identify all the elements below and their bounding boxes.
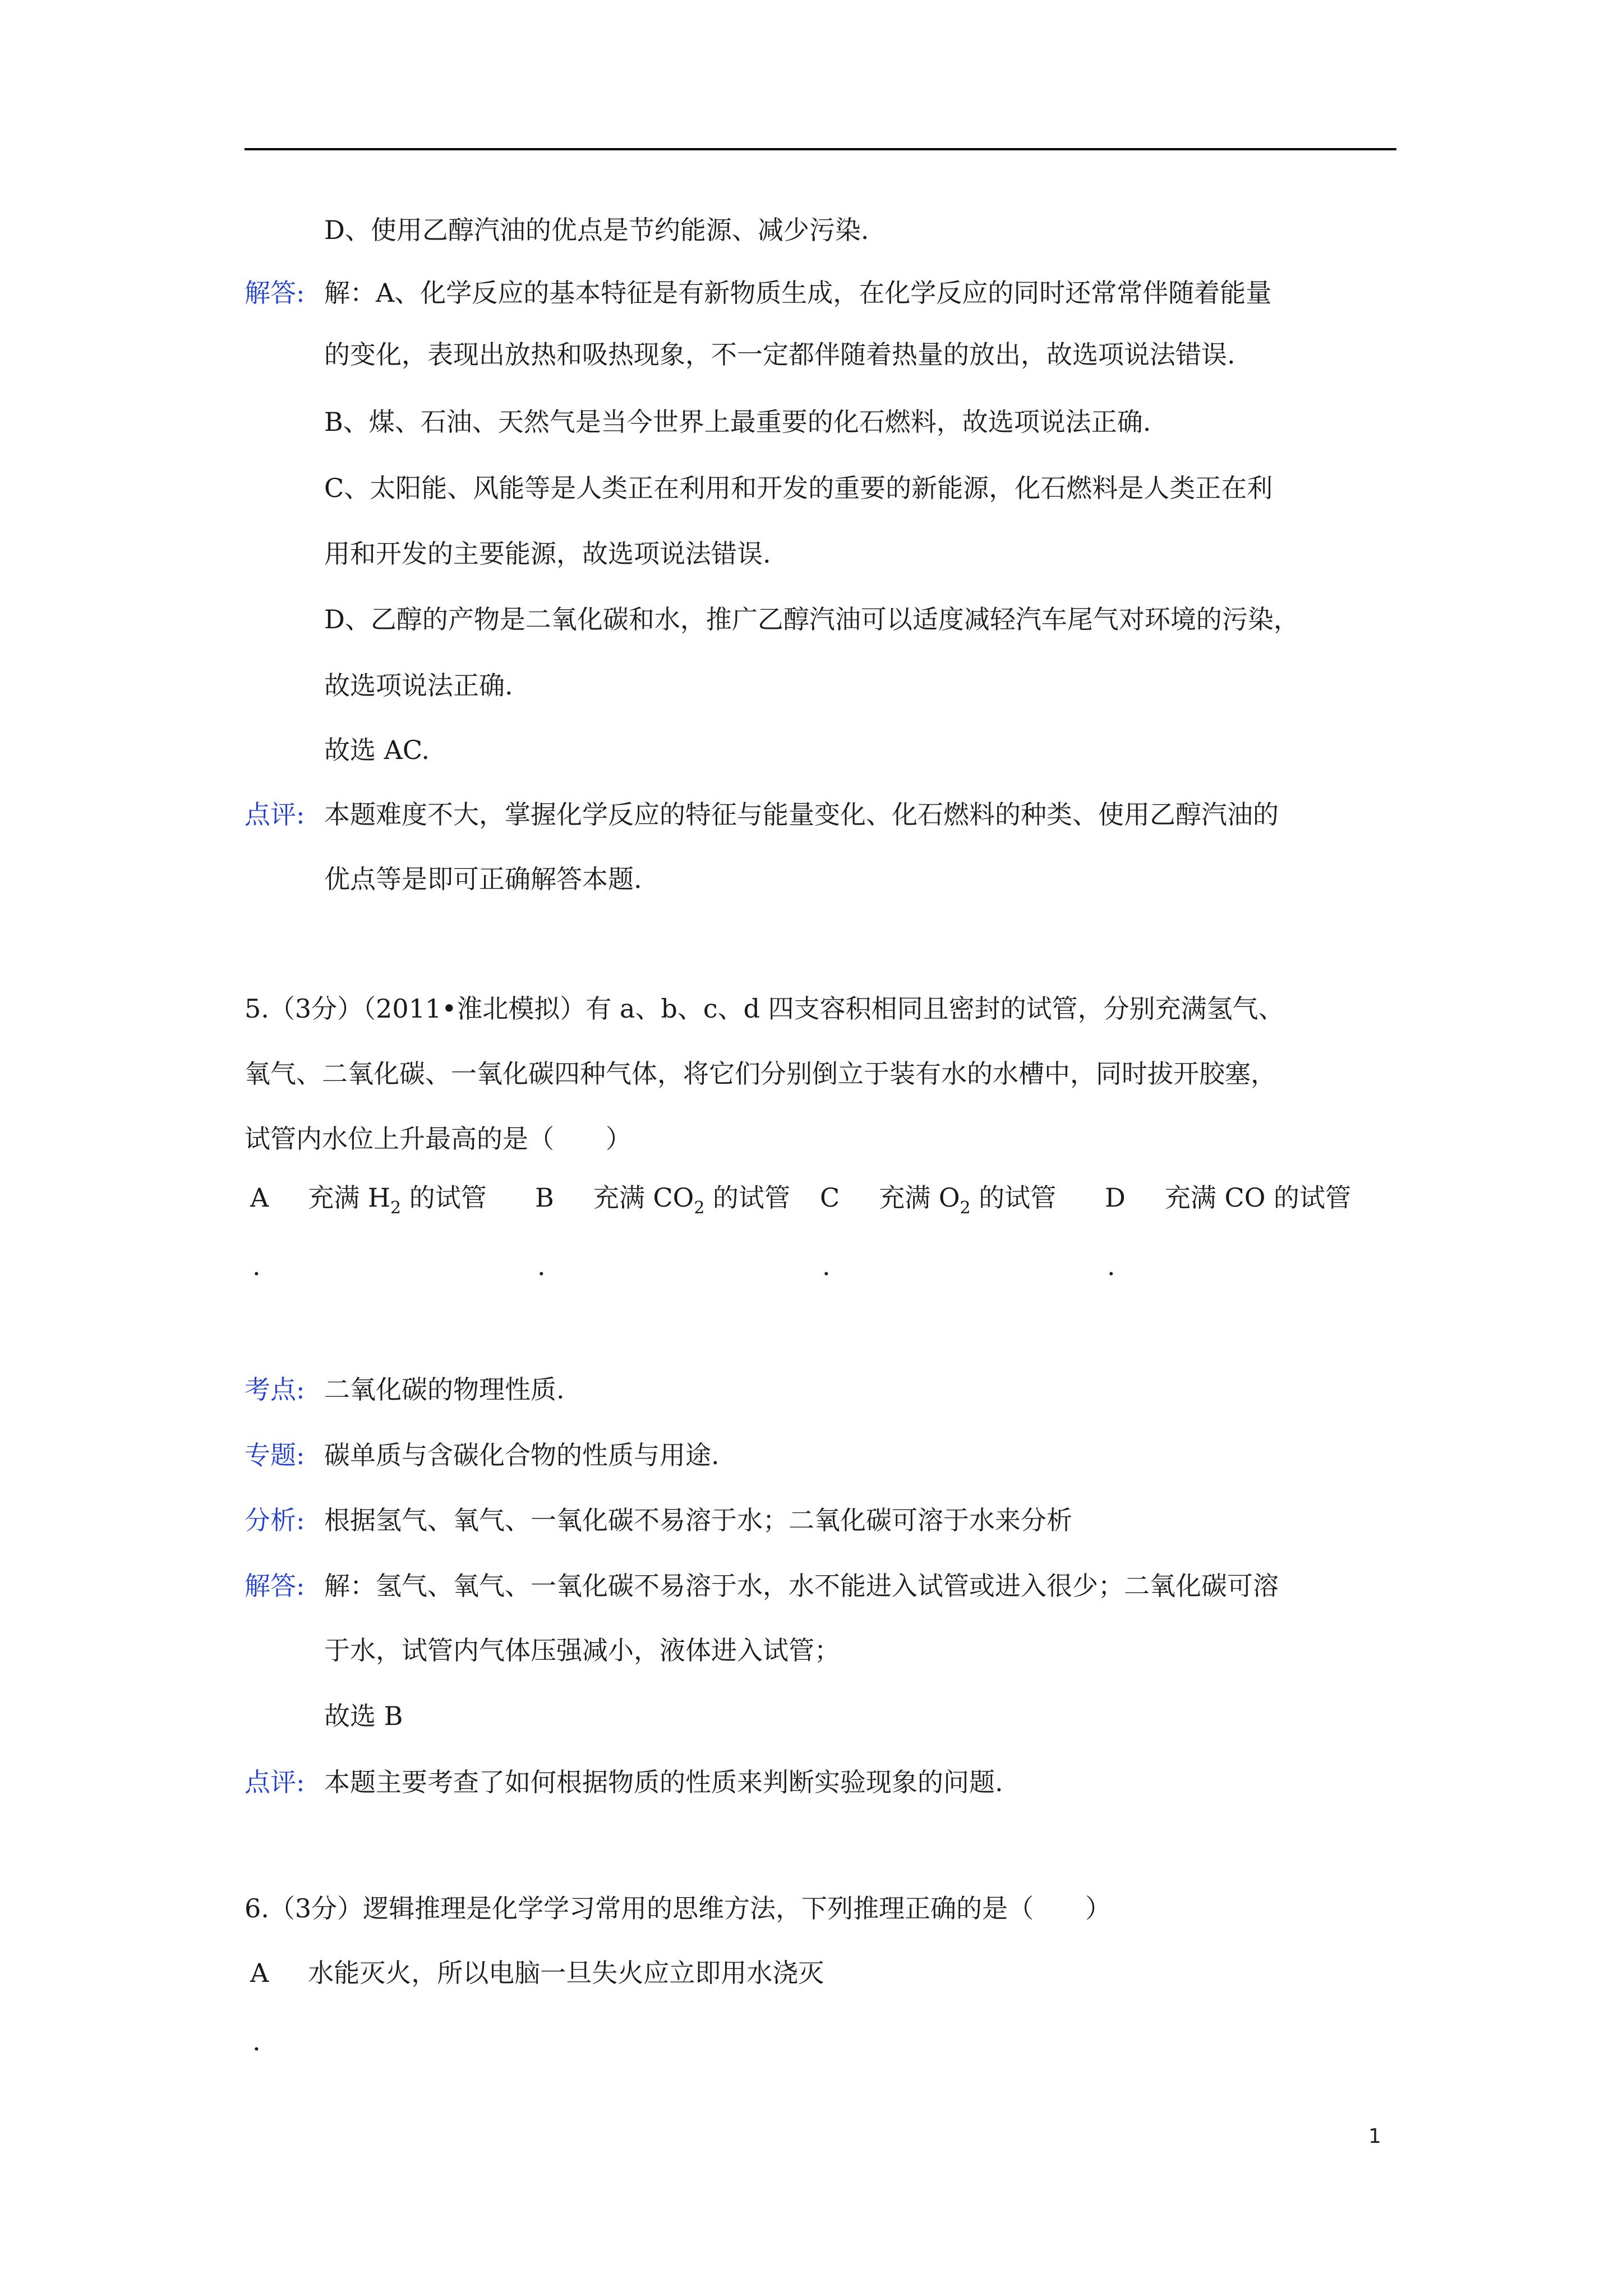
option-letter: C (820, 1182, 840, 1213)
option-dot: . (252, 1251, 261, 1281)
q5-option-a[interactable]: A 充满 $H_2$ 的试管 (250, 1182, 487, 1218)
option-dot: . (1107, 1251, 1115, 1281)
q4-comment-label: 点评: (245, 799, 305, 830)
q5-stem-line: 试管内水位上升最高的是（ ） (245, 1124, 631, 1154)
q5-kaodian: 二氧化碳的物理性质. (324, 1374, 565, 1405)
option-letter: D (1105, 1182, 1126, 1213)
q4-answer-line: 故选 AC. (324, 735, 430, 765)
q5-stem-line: 5.（3分）（2011•淮北模拟）有 a、b、c、d 四支容积相同且密封的试管，分别充满氢气、 (245, 993, 1284, 1024)
q4-answer-label: 解答: (245, 278, 305, 308)
q5-zhuanti: 碳单质与含碳化合物的性质与用途. (324, 1440, 720, 1470)
q5-answer-line: 故选 B (324, 1701, 403, 1731)
header-rule (245, 148, 1396, 150)
q5-fenxi: 根据氢气、氧气、一氧化碳不易溶于水；二氧化碳可溶于水来分析 (324, 1505, 1072, 1535)
q4-option-d: D、使用乙醇汽油的优点是节约能源、减少污染. (324, 215, 869, 245)
q4-answer-line: 用和开发的主要能源，故选项说法错误. (324, 539, 771, 569)
page-number: 1 (1368, 2125, 1381, 2148)
q4-answer-line: 的变化，表现出放热和吸热现象，不一定都伴随着热量的放出，故选项说法错误. (324, 339, 1235, 370)
q4-comment-line: 本题难度不大，掌握化学反应的特征与能量变化、化石燃料的种类、使用乙醇汽油的 (324, 799, 1279, 830)
option-letter: B (535, 1182, 554, 1213)
q4-answer-line: C、太阳能、风能等是人类正在利用和开发的重要的新能源，化石燃料是人类正在利 (324, 473, 1273, 503)
q6-option-a[interactable]: A 水能灭火，所以电脑一旦失火应立即用水浇灭 (250, 1958, 824, 1988)
q4-answer-line: 解：A、化学反应的基本特征是有新物质生成，在化学反应的同时还常常伴随着能量 (324, 278, 1272, 308)
q5-option-d[interactable]: D 充满 CO 的试管 (1105, 1182, 1352, 1213)
option-dot: . (252, 2026, 261, 2056)
q5-zhuanti-label: 专题: (245, 1440, 305, 1470)
q4-answer-line: D、乙醇的产物是二氧化碳和水，推广乙醇汽油可以适度减轻汽车尾气对环境的污染， (324, 604, 1299, 634)
q4-answer-line: B、煤、石油、天然气是当今世界上最重要的化石燃料，故选项说法正确. (324, 407, 1151, 437)
q5-answer-line: 解：氢气、氧气、一氧化碳不易溶于水，水不能进入试管或进入很少；二氧化碳可溶 (324, 1571, 1279, 1601)
q4-answer-line: 故选项说法正确. (324, 670, 513, 701)
q6-stem: 6.（3分）逻辑推理是化学学习常用的思维方法，下列推理正确的是（ ） (245, 1893, 1112, 1924)
q5-kaodian-label: 考点: (245, 1374, 305, 1405)
q5-answer-line: 于水，试管内气体压强减小，液体进入试管； (324, 1635, 840, 1665)
q5-answer-label: 解答: (245, 1571, 305, 1601)
q5-comment-label: 点评: (245, 1767, 305, 1797)
q5-comment: 本题主要考查了如何根据物质的性质来判断实验现象的问题. (324, 1767, 1003, 1797)
option-dot: . (537, 1251, 546, 1281)
option-dot: . (822, 1251, 831, 1281)
q5-option-c[interactable]: C 充满 $O_2$ 的试管 (820, 1182, 1057, 1218)
option-letter: A (250, 1958, 269, 1988)
q5-option-b[interactable]: B 充满 $CO_2$ 的试管 (535, 1182, 791, 1218)
q4-comment-line: 优点等是即可正确解答本题. (324, 864, 642, 894)
q5-fenxi-label: 分析: (245, 1505, 305, 1535)
option-letter: A (250, 1182, 269, 1213)
q5-stem-line: 氧气、二氧化碳、一氧化碳四种气体，将它们分别倒立于装有水的水槽中，同时拔开胶塞， (245, 1059, 1276, 1089)
